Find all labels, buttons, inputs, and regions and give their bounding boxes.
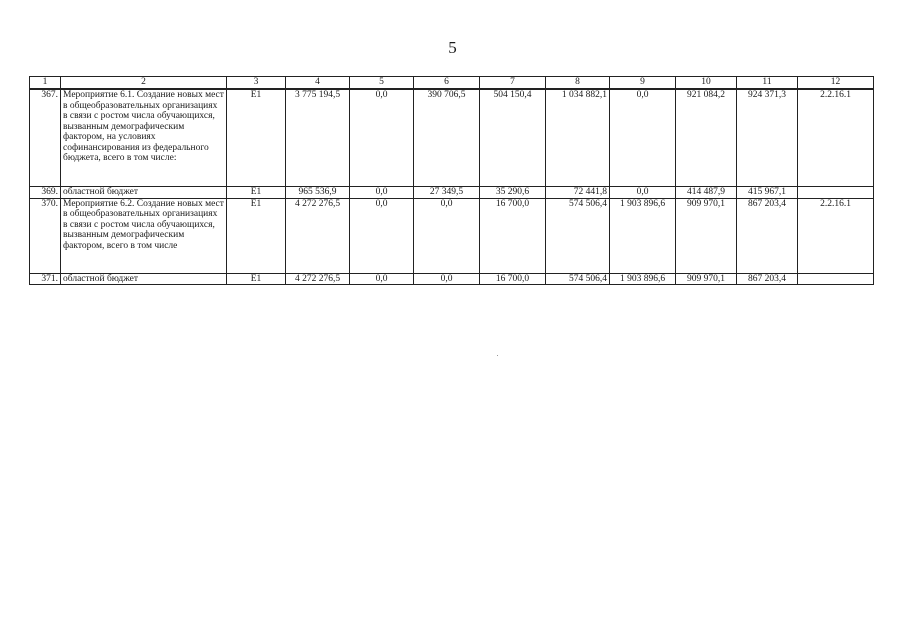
cell-col4: 4 272 276,5 <box>286 273 350 285</box>
cell-col10: 909 970,1 <box>676 198 737 273</box>
row-number: 369. <box>30 187 61 199</box>
cell-col7: 504 150,4 <box>480 89 546 187</box>
row-number: 371. <box>30 273 61 285</box>
scan-speck <box>497 355 498 356</box>
cell-col7: 16 700,0 <box>480 273 546 285</box>
cell-col4: 3 775 194,5 <box>286 89 350 187</box>
cell-col5: 0,0 <box>350 198 414 273</box>
table-row <box>30 198 874 273</box>
table-row <box>30 187 874 199</box>
cell-col4: 965 536,9 <box>286 187 350 199</box>
row-number: 367. <box>30 89 61 187</box>
column-header: 4 <box>286 77 350 90</box>
row-reference: 2.2.16.1 <box>798 89 874 187</box>
cell-col7: 35 290,6 <box>480 187 546 199</box>
column-header: 8 <box>546 77 610 90</box>
cell-col6: 390 706,5 <box>414 89 480 187</box>
cell-col8: 574 506,4 <box>546 198 610 273</box>
cell-col9: 1 903 896,6 <box>610 198 676 273</box>
row-description: Мероприятие 6.1. Создание новых мест в общеобразовательных организациях в связи с ростом числа обучающихся, вызванным демографическим фактором, на условиях софинансирования из федерального бюджета, всего в том числе: <box>61 89 227 187</box>
cell-col8: 1 034 882,1 <box>546 89 610 187</box>
budget-table <box>29 76 874 285</box>
row-description: областной бюджет <box>61 187 227 199</box>
row-code: Е1 <box>227 198 286 273</box>
header-row <box>30 77 874 90</box>
cell-col8: 72 441,8 <box>546 187 610 199</box>
cell-col5: 0,0 <box>350 273 414 285</box>
cell-col6: 27 349,5 <box>414 187 480 199</box>
cell-col11: 924 371,3 <box>737 89 798 187</box>
row-code: Е1 <box>227 89 286 187</box>
row-code: Е1 <box>227 187 286 199</box>
cell-col4: 4 272 276,5 <box>286 198 350 273</box>
column-header: 10 <box>676 77 737 90</box>
page-number: 5 <box>448 38 457 57</box>
cell-col9: 0,0 <box>610 187 676 199</box>
row-description: областной бюджет <box>61 273 227 285</box>
cell-col5: 0,0 <box>350 89 414 187</box>
column-header: 11 <box>737 77 798 90</box>
cell-col7: 16 700,0 <box>480 198 546 273</box>
cell-col9: 0,0 <box>610 89 676 187</box>
cell-col11: 867 203,4 <box>737 273 798 285</box>
cell-col10: 909 970,1 <box>676 273 737 285</box>
table-row <box>30 273 874 285</box>
cell-col10: 921 084,2 <box>676 89 737 187</box>
row-code: Е1 <box>227 273 286 285</box>
column-header: 1 <box>30 77 61 90</box>
column-header: 9 <box>610 77 676 90</box>
row-description: Мероприятие 6.2. Создание новых мест в общеобразовательных организациях в связи с ростом числа обучающихся, вызванным демографическим фактором, всего в том числе <box>61 198 227 273</box>
cell-col11: 415 967,1 <box>737 187 798 199</box>
cell-col9: 1 903 896,6 <box>610 273 676 285</box>
cell-col6: 0,0 <box>414 198 480 273</box>
column-header: 5 <box>350 77 414 90</box>
row-reference <box>798 273 874 285</box>
table-row <box>30 89 874 187</box>
cell-col11: 867 203,4 <box>737 198 798 273</box>
row-number: 370. <box>30 198 61 273</box>
cell-col10: 414 487,9 <box>676 187 737 199</box>
cell-col6: 0,0 <box>414 273 480 285</box>
column-header: 12 <box>798 77 874 90</box>
row-reference: 2.2.16.1 <box>798 198 874 273</box>
cell-col8: 574 506,4 <box>546 273 610 285</box>
column-header: 6 <box>414 77 480 90</box>
column-header: 7 <box>480 77 546 90</box>
row-reference <box>798 187 874 199</box>
column-header: 3 <box>227 77 286 90</box>
cell-col5: 0,0 <box>350 187 414 199</box>
column-header: 2 <box>61 77 227 90</box>
